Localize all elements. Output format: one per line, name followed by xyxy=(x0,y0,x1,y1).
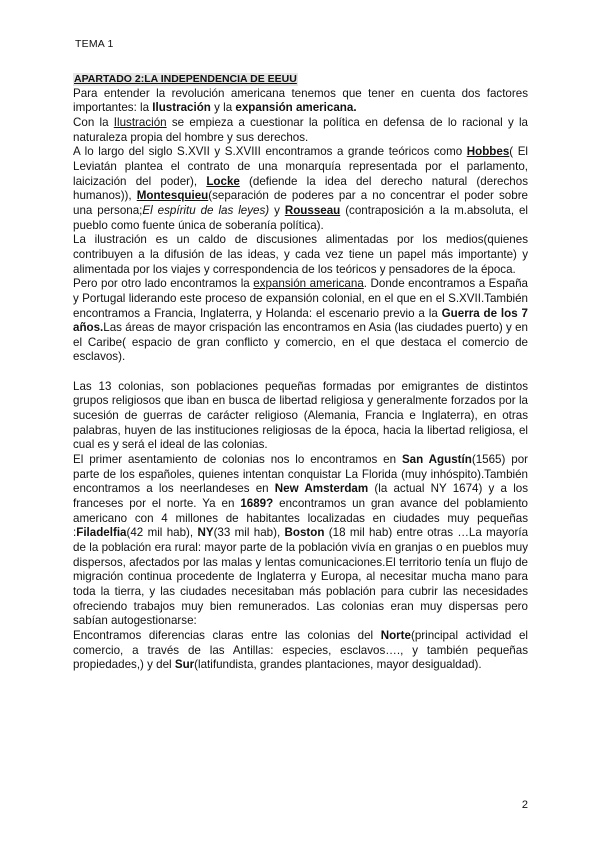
text-run: (42 mil hab), xyxy=(126,526,198,540)
document-body xyxy=(73,72,528,673)
text-run: Con la xyxy=(73,115,114,129)
place-san-agustin: San Agustín xyxy=(401,453,472,466)
paragraph-spacer xyxy=(73,365,528,380)
paragraph-asentamientos xyxy=(73,453,528,629)
text-run: Encontramos diferencias claras entre las colonias del xyxy=(73,628,381,642)
term-expansion-underlined: expansión americana xyxy=(253,277,364,291)
place-filadelfia: Filadelfia xyxy=(76,526,127,540)
term-ilustracion-underlined: Ilustración xyxy=(113,115,167,129)
text-run: . Donde encontramos a España y Portugal liderando este proceso de expansión colonial, en el que en el S.XVII.También encontramos a Francia, Inglaterra, y Holanda: el escenario previo a la xyxy=(73,277,528,320)
year-1689: 1689? xyxy=(240,496,274,510)
section-heading xyxy=(73,72,528,87)
text-run: (18 mil hab) entre otras …La mayoría de la población era rural: mayor parte de la población vivía en granjas o en pueblos muy dispersos, afectados por las malas y lentas comunicaciones.El territorio tenía un flujo de migración continua procedente de Inglaterra y Europa, al necesitar mucha mano para toda la tierra, y las ciudades necesitaban más población para cubrir las necesidades ofreciendo trabajos muy bien remunerados. Las colonias eran muy dispersas pero sabían autogestionarse: xyxy=(73,526,529,628)
page-header: TEMA 1 xyxy=(75,38,114,50)
name-montesquieu: Montesquieu xyxy=(136,189,209,203)
name-hobbes: Hobbes xyxy=(466,145,510,159)
text-run: encontramos un gran avance del poblamiento americano con 4 millones de habitantes localizadas en ciudades muy pequeñas : xyxy=(73,496,528,540)
paragraph-expansion xyxy=(73,277,528,365)
term-ilustracion: Ilustración xyxy=(152,101,211,115)
place-ny: NY xyxy=(197,526,214,540)
text-run: El primer asentamiento de colonias nos lo encontramos en xyxy=(73,453,402,466)
text-run: Las áreas de mayor crispación las encontramos en Asia (las ciudades puerto) y en el Caribe( espacio de gran conflicto y comercio, en el que destaca el comercio de esclavos). xyxy=(73,321,528,364)
term-guerra-7-anos: Guerra de los 7 años. xyxy=(73,306,528,335)
name-locke: Locke xyxy=(206,174,240,188)
paragraph-colonias: Las 13 colonias, son poblaciones pequeñas formadas por emigrantes de distintos grupos religiosos que iban en busca de libertad religiosa y generalmente forzados por la sucesión de guerras de carácter religioso (Alemania, Francia e Inglaterra), en otras palabras, huyen de las instituciones religiosas de la época, hacia la libertad religiosa, el cual es y será el ideal de las colonias. xyxy=(73,379,528,452)
text-run: ( El Leviatán plantea el contrato de una monarquía representada por el parlamento, laicización del poder), xyxy=(73,145,529,188)
text-run: A lo largo del siglo S.XVII y S.XVIII encontramos a grande teóricos como xyxy=(73,145,467,159)
paragraph-norte-sur xyxy=(73,629,528,673)
place-boston: Boston xyxy=(284,526,325,540)
term-expansion: expansión americana. xyxy=(235,101,357,115)
term-sur: Sur xyxy=(174,658,195,672)
heading-text: APARTADO 2:LA INDEPENDENCIA DE EEUU xyxy=(74,73,297,85)
text-run: y la xyxy=(210,101,236,115)
text-run: Para entender la revolución americana tenemos que tener en cuenta dos factores importantes: la xyxy=(73,86,528,115)
text-run: y xyxy=(269,203,285,217)
text-run: (defiende la idea del derecho natural (derechos humanos)), xyxy=(73,174,528,203)
text-run: (33 mil hab), xyxy=(213,526,285,540)
place-new-amsterdam: New Amsterdam xyxy=(274,482,369,496)
text-run: (separación de poderes par a no concentrar el poder sobre una persona; xyxy=(73,189,528,217)
term-norte: Norte xyxy=(380,628,411,642)
text-run: (latifundista, grandes plantaciones, mayor desigualdad). xyxy=(194,658,482,672)
paragraph-intro xyxy=(73,87,528,116)
text-run: (principal actividad el comercio, a través de las Antillas: especies, esclavos…., y también pequeñas propiedades,) y del xyxy=(73,628,528,672)
paragraph-ilustracion xyxy=(73,116,528,145)
text-run: (contraposición a la m.absoluta, el pueblo como fuente única de soberanía política). xyxy=(73,203,528,232)
page-number: 2 xyxy=(521,799,528,811)
paragraph-theorists xyxy=(73,145,528,233)
text-run: se empieza a cuestionar la política en defensa de lo racional y la naturaleza propia del hombre y sus derechos. xyxy=(73,115,529,144)
name-rousseau: Rousseau xyxy=(284,203,341,217)
text-run: (1565) por parte de los españoles, quienes intentan conquistar La Florida (muy inhóspito).También encontramos a los neerlandeses en xyxy=(73,453,528,496)
book-title: El espíritu de las leyes) xyxy=(142,203,270,217)
text-run: (la actual NY 1674) y a los franceses por el norte. Ya en xyxy=(73,482,529,510)
text-run: Pero por otro lado encontramos la xyxy=(73,277,254,291)
paragraph-media: La ilustración es un caldo de discusiones alimentadas por los medios(quienes contribuyen a la difusión de las ideas, y cada vez tiene un papel más importante) y alimentada por los viajes y correspondencia de los teóricos y pensadores de la época. xyxy=(73,233,528,276)
